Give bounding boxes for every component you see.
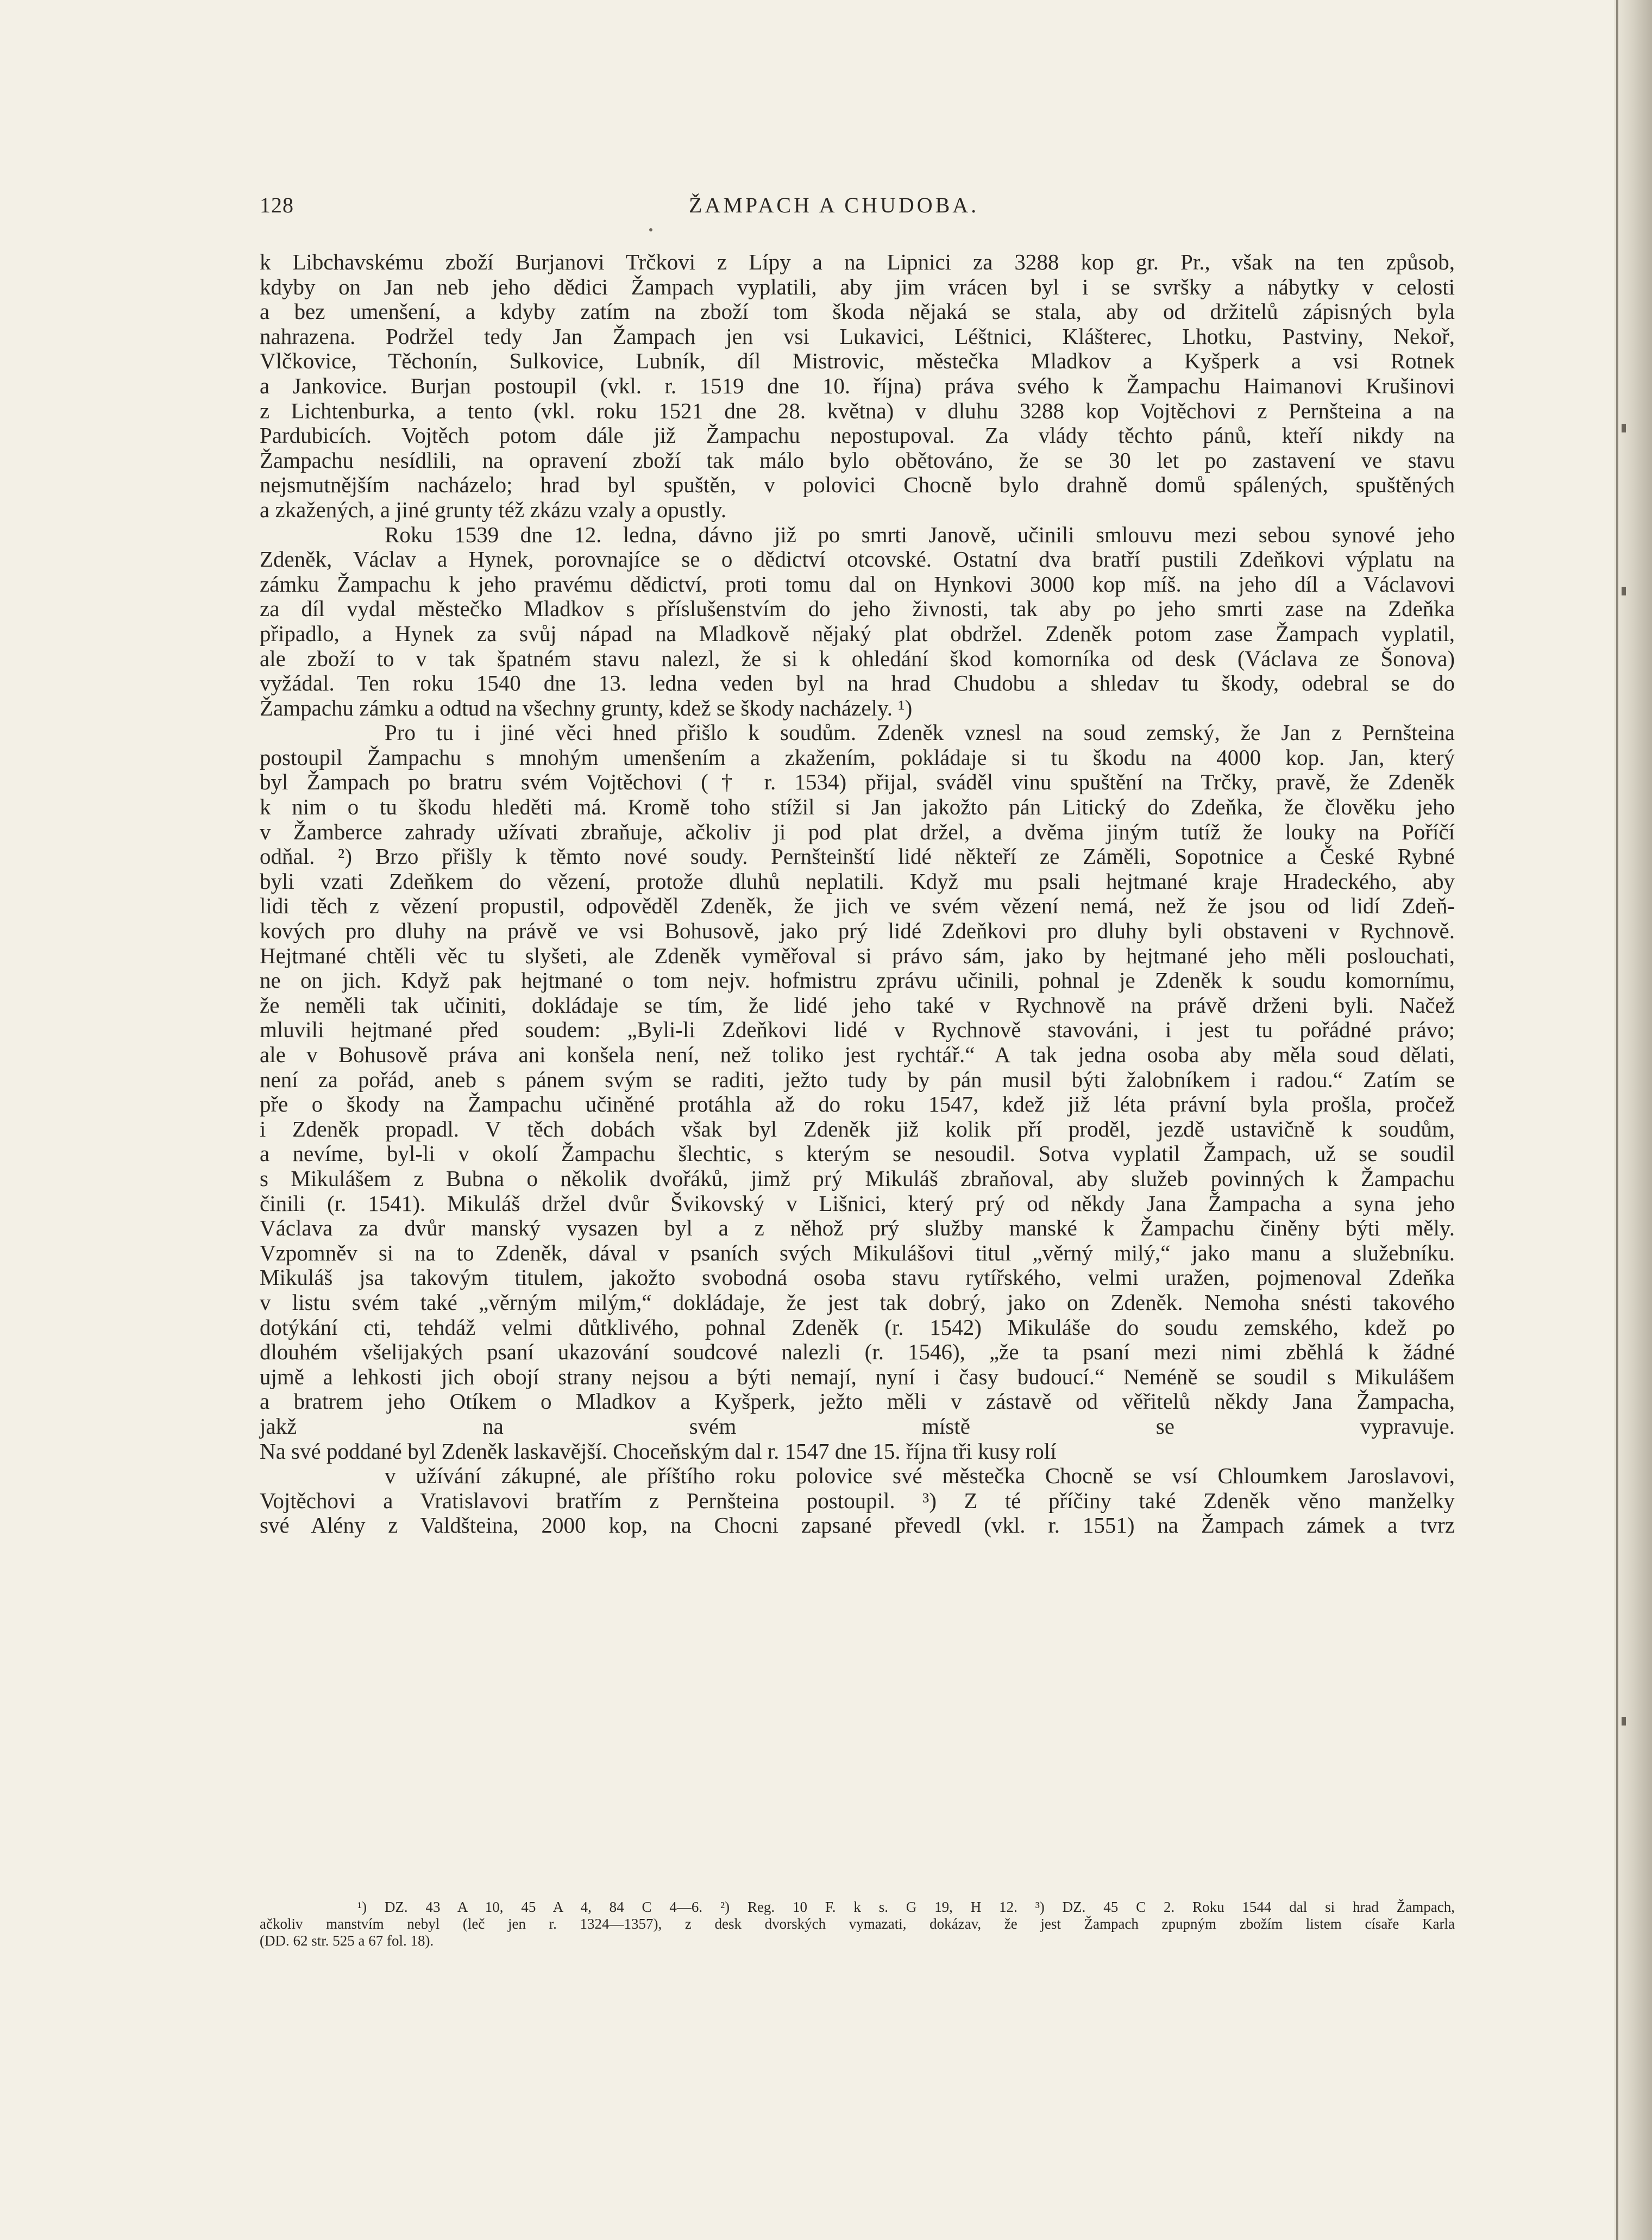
text-line: připadlo, a Hynek za svůj nápad na Mladkově nějaký plat obdržel. Zdeněk potom zase Žampach vyplatil, bbox=[260, 620, 1455, 646]
text-line bbox=[260, 1539, 1455, 1561]
ink-speck bbox=[649, 228, 652, 231]
text-line: činili (r. 1541). Mikuláš držel dvůr Švikovský v Lišnici, který prý od někdy Jana Žampacha a syna jeho bbox=[260, 1190, 1455, 1216]
text-line: Vlčkovice, Těchonín, Sulkovice, Lubník, díl Mistrovic, městečka Mladkov a Kyšperk a vsi Rotnek bbox=[260, 348, 1455, 374]
text-line: Na své poddané byl Zdeněk laskavější. Choceňským dal r. 1547 dne 15. října tři kusy rolí bbox=[260, 1438, 1057, 1464]
text-line: lidi těch z vězení propustil, odpověděl Zdeněk, že jich ve svém vězení nemá, než že jsou od lidí Zdeň- bbox=[260, 893, 1455, 919]
text-line: ale v Bohusově práva ani konšela není, než toliko jest rychtář.“ A tak jedna osoba aby měla soud dělati, bbox=[260, 1042, 1455, 1067]
text-line: a zkažených, a jiné grunty též zkázu vzaly a opustly. bbox=[260, 497, 727, 522]
text-line: a bez umenšení, a kdyby zatím na zboží tom škoda nějaká se stala, aby od držitelů zápisných byla bbox=[260, 299, 1455, 324]
text-line: že neměli tak učiniti, dokládaje se tím, že lidé jeho také v Rychnově na právě drženi byli. Načež bbox=[260, 992, 1455, 1018]
text-line: Václava za dvůr manský vysazen byl a z něhož prý služby manské k Žampachu činěny býti měly. bbox=[260, 1215, 1455, 1241]
page-header bbox=[260, 192, 1455, 225]
text-line: Vojtěchovi a Vratislavovi bratřím z Pernšteina postoupil. ³) Z té příčiny také Zdeněk věno manželky bbox=[260, 1488, 1455, 1513]
text-line: za díl vydal městečko Mladkov s příslušenstvím do jeho živnosti, tak aby po jeho smrti zase na Zdeňka bbox=[260, 596, 1455, 622]
text-line: ne on jich. Když pak hejtmané o tom nejv. hofmistru zprávu učinili, pohnal je Zdeněk k soudu komornímu, bbox=[260, 968, 1455, 993]
text-line: Žampachu nesídlili, na opravení zboží tak málo bylo obětováno, že se 30 let po zastavení ve stavu bbox=[260, 447, 1455, 473]
text-line: v listu svém také „věrným milým,“ dokládaje, že jest tak dobrý, jako on Zdeněk. Nemoha snésti takového bbox=[260, 1289, 1455, 1315]
text-line: odňal. ²) Brzo přišly k těmto nové soudy. Pernšteinští lidé někteří ze Záměli, Sopotnice a České Rybné bbox=[260, 844, 1455, 869]
text-line: i Zdeněk propadl. V těch dobách však byl Zdeněk již kolik pří proděl, jezdě ustavičně k soudům, bbox=[260, 1116, 1455, 1141]
text-line: Vzpomněv si na to Zdeněk, dával v psaních svých Mikulášovi titul „věrný milý,“ jako manu a služebníku. bbox=[260, 1240, 1455, 1265]
page-number: 128 bbox=[260, 193, 294, 217]
binding-edge bbox=[1616, 0, 1618, 2240]
text-line: v užívání zákupné, ale příštího roku polovice své městečka Chocně se vsí Chloumkem Jaroslavovi, bbox=[385, 1463, 1455, 1489]
text-line: není za pořád, aneb s pánem svým se raditi, ježto tudy by pán musil býti žalobníkem i radou.“ Zatím se bbox=[260, 1066, 1455, 1092]
text-line: k nim o tu škodu hleděti má. Kromě toho stížil si Jan jakožto pán Litický do Zdeňka, že člověku jeho bbox=[260, 794, 1455, 820]
text-line: Žampachu zámku a odtud na všechny grunty, kdež se škody nacházely. ¹) bbox=[260, 695, 913, 720]
text-line: kdyby on Jan neb jeho dědici Žampach vyplatili, aby jim vrácen byl i se svršky a nábytky v celosti bbox=[260, 274, 1455, 299]
text-line: mluvili hejtmané před soudem: „Byli-li Zdeňkovi lidé v Rychnově stavováni, i jest tu pořádné právo; bbox=[260, 1017, 1455, 1043]
text-line: vyžádal. Ten roku 1540 dne 13. ledna veden byl na hrad Chudobu a shledav tu škody, odebral se do bbox=[260, 670, 1455, 696]
text-line: ujmě a lehkosti jich obojí strany nejsou a býti nemají, nyní i časy budoucí.“ Neméně se soudil s Mikulášem bbox=[260, 1364, 1455, 1389]
binding-mark bbox=[1622, 424, 1626, 432]
running-title: ŽAMPACH A CHUDOBA. bbox=[689, 193, 979, 217]
text-line: Pro tu i jiné věci hned přišlo k soudům. Zdeněk vznesl na soud zemský, že Jan z Pernšteina bbox=[385, 720, 1455, 745]
text-line: jakž na svém místě se vypravuje. bbox=[260, 1413, 1455, 1439]
footnote-line: ¹) DZ. 43 A 10, 45 A 4, 84 C 4—6. ²) Reg. 10 F. k s. G 19, H 12. ³) DZ. 45 C 2. Roku 1544 dal si hrad Žampach, bbox=[357, 1899, 1455, 1915]
binding-mark bbox=[1622, 587, 1626, 595]
text-line: k Libchavskému zboží Burjanovi Trčkovi z Lípy a na Lipnici za 3288 kop gr. Pr., však na ten způsob, bbox=[260, 249, 1455, 274]
text-line: dotýkání cti, tehdáž velmi důtklivého, pohnal Zdeněk (r. 1542) Mikuláše do soudu zemského, kdež po bbox=[260, 1314, 1455, 1340]
text-line: a Jankovice. Burjan postoupil (vkl. r. 1519 dne 10. října) práva svého k Žampachu Haimanovi Krušinovi bbox=[260, 373, 1455, 398]
text-line: s Mikulášem z Bubna o několik dvořáků, jimž prý Mikuláš zbraňoval, aby služeb povinných k Žampachu bbox=[260, 1165, 1455, 1191]
text-line: své Alény z Valdšteina, 2000 kop, na Chocni zapsané převedl (vkl. r. 1551) na Žampach zámek a tvrz bbox=[260, 1513, 1455, 1538]
text-line: byli vzati Zdeňkem do vězení, protože dluhů neplatili. Když mu psali hejtmané kraje Hradeckého, aby bbox=[260, 868, 1455, 894]
text-line: a bratrem jeho Otíkem o Mladkov a Kyšperk, ježto měli v zástavě od věřitelů někdy Jana Žampacha, bbox=[260, 1389, 1455, 1414]
text-line: postoupil Žampachu s mnohým umenšením a zkažením, pokládaje si tu škodu na 4000 kop. Jan, který bbox=[260, 744, 1455, 770]
text-line: dlouhém všelijakých psaní ukazování soudcové nalezli (r. 1546), „že ta psaní mezi nimi zběhlá k žádné bbox=[260, 1339, 1455, 1365]
text-line: zámku Žampachu k jeho pravému dědictví, proti tomu dal on Hynkovi 3000 kop míš. na jeho díl a Václavovi bbox=[260, 571, 1455, 597]
footnote-line: ačkoliv manstvím nebyl (leč jen r. 1324—1357), z desk dvorských vymazati, dokázav, že jest Žampach zpupným zbožím listem císaře Karla bbox=[260, 1916, 1455, 1932]
text-line: nahrazena. Podržel tedy Jan Žampach jen vsi Lukavici, Léštnici, Klášterec, Lhotku, Pastviny, Nekoř, bbox=[260, 323, 1455, 349]
text-line: z Lichtenburka, a tento (vkl. roku 1521 dne 28. května) v dluhu 3288 kop Vojtěchovi z Pernšteina a na bbox=[260, 398, 1455, 423]
text-line: Hejtmané chtěli věc tu slyšeti, ale Zdeněk vyměřoval si právo sám, jako by hejtmané jeho měli poslouchati, bbox=[260, 943, 1455, 968]
text-line: Pardubicích. Vojtěch potom dále již Žampachu nepostupoval. Za vlády těchto pánů, kteří nikdy na bbox=[260, 423, 1455, 448]
text-line: byl Žampach po bratru svém Vojtěchovi († r. 1534) přijal, sváděl vinu spuštění na Trčky, pravě, že Zdeněk bbox=[260, 769, 1455, 795]
footnote-line: (DD. 62 str. 525 a 67 fol. 18). bbox=[260, 1932, 434, 1949]
text-line: Zdeněk, Václav a Hynek, porovnajíce se o dědictví otcovské. Ostatní dva bratří pustili Zdeňkovi výplatu na bbox=[260, 547, 1455, 572]
body-text bbox=[260, 251, 1455, 1564]
text-line: a nevíme, byl-li v okolí Žampachu šlechtic, s kterým se nesoudil. Sotva vyplatil Žampach, už se soudil bbox=[260, 1141, 1455, 1166]
text-line: ale zboží to v tak špatném stavu nalezl, že si k ohledání škod komorníka od desk (Václava ze Šonova) bbox=[260, 645, 1455, 671]
text-line: Roku 1539 dne 12. ledna, dávno již po smrti Janově, učinili smlouvu mezi sebou synové jeho bbox=[385, 522, 1455, 547]
binding-mark bbox=[1622, 1717, 1626, 1726]
footnotes bbox=[260, 1899, 1455, 1950]
text-line: kových pro dluhy na právě ve vsi Bohusově, jako prý lidé Zdeňkovi pro dluhy byli obstaveni v Rychnově. bbox=[260, 918, 1455, 944]
binding-shadow bbox=[1614, 0, 1652, 2240]
text-line: nejsmutnějším nacházelo; hrad byl spuštěn, v polovici Chocně bylo drahně domů spálených, spuštěných bbox=[260, 472, 1455, 498]
text-line: v Žamberce zahrady užívati zbraňuje, ačkoliv ji pod plat držel, a dvěma jiným tutíž že louky na Poříčí bbox=[260, 819, 1455, 844]
text-line: Mikuláš jsa takovým titulem, jakožto svobodná osoba stavu rytířského, velmi uražen, pojmenoval Zdeňka bbox=[260, 1265, 1455, 1290]
text-line: pře o škody na Žampachu učiněné protáhla až do roku 1547, kdež již léta právní byla prošla, pročež bbox=[260, 1091, 1455, 1117]
